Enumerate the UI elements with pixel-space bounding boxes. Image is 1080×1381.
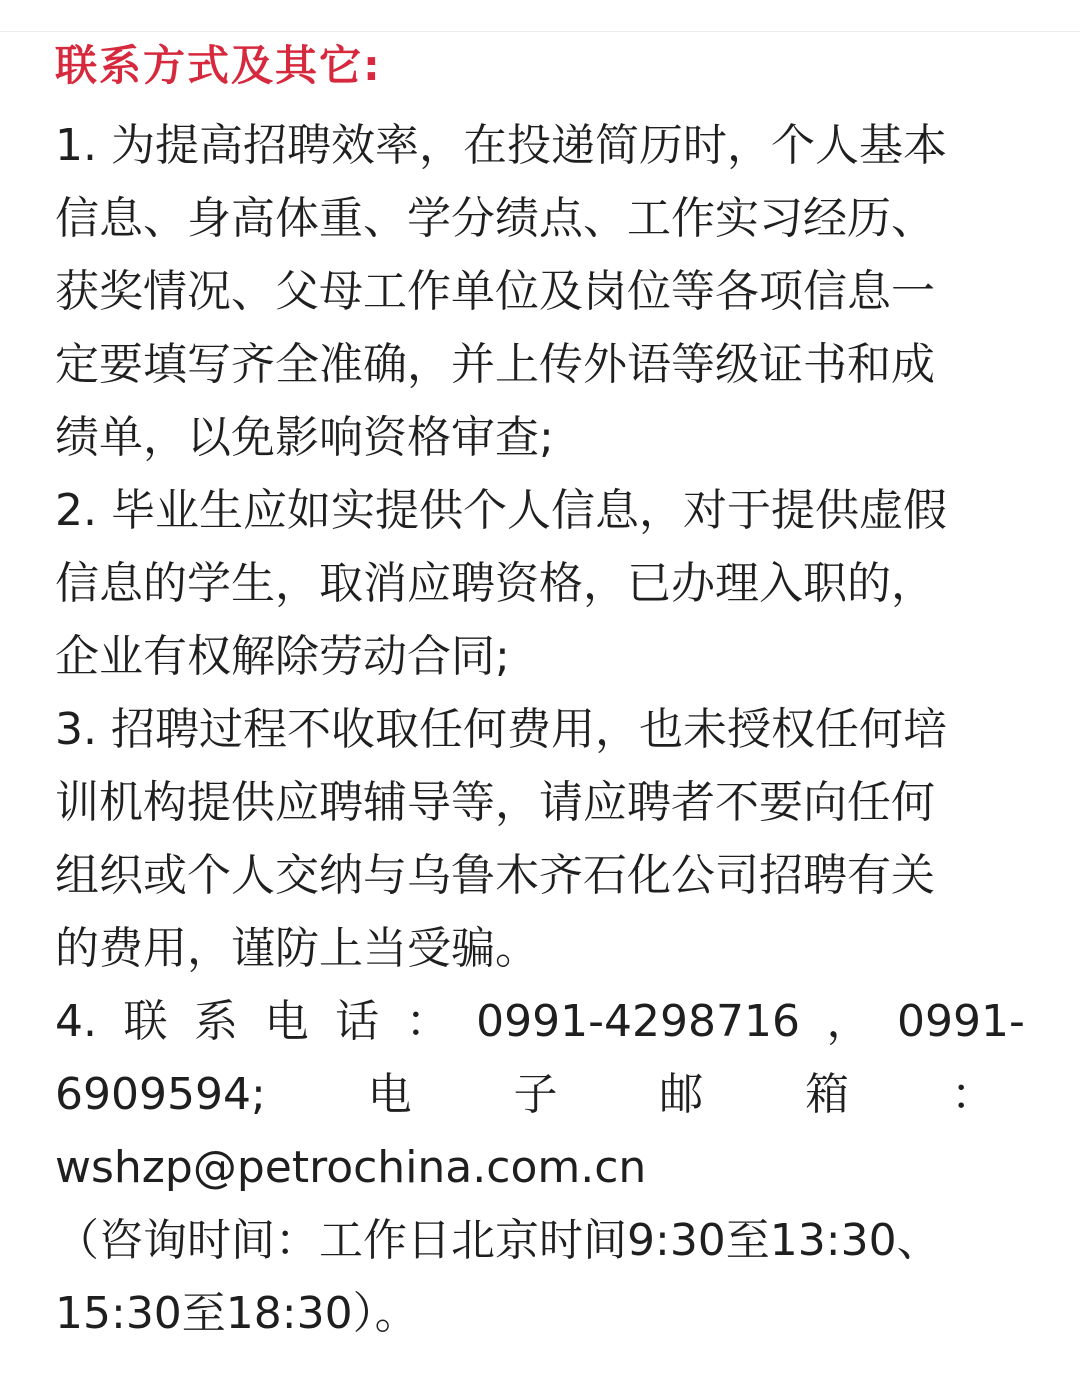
paragraph-line: 3. 招聘过程不收取任何费用，也未授权任何培 xyxy=(55,704,947,755)
paragraph-line: 信息的学生，取消应聘资格，已办理入职的， xyxy=(55,558,935,609)
paragraph-line: 1. 为提高招聘效率，在投递简历时，个人基本 xyxy=(55,120,947,171)
contact-comma: ， xyxy=(826,996,871,1047)
notice-content xyxy=(55,36,1025,1350)
paragraph-line: 绩单，以免影响资格审查; xyxy=(55,412,554,463)
contact-label-char: 联 xyxy=(123,996,168,1047)
email-colon: ： xyxy=(950,1069,995,1120)
paragraph-line: 信息、身高体重、学分绩点、工作实习经历、 xyxy=(55,193,935,244)
contact-label-char: 系 xyxy=(194,996,239,1047)
email-label-char: 子 xyxy=(513,1069,558,1120)
phone-number-2-suffix: 6909594; xyxy=(55,1069,266,1120)
paragraph-line: 2. 毕业生应如实提供个人信息，对于提供虚假 xyxy=(55,485,947,536)
email-label-char: 箱 xyxy=(805,1069,850,1120)
paragraph-line: 企业有权解除劳动合同; xyxy=(55,631,510,682)
contact-phone-line xyxy=(55,985,1025,1058)
contact-label-char: 话 xyxy=(335,996,380,1047)
email-label-char: 电 xyxy=(367,1069,412,1120)
contact-item-number: 4. xyxy=(55,996,97,1047)
paragraph-line: 训机构提供应聘辅导等，请应聘者不要向任何 xyxy=(55,777,935,828)
section-heading: 联系方式及其它: xyxy=(55,41,382,90)
contact-colon: ： xyxy=(405,996,450,1047)
contact-email-label-line xyxy=(55,1058,1025,1131)
top-divider xyxy=(0,31,1080,32)
paragraph-line: 定要填写齐全准确，并上传外语等级证书和成 xyxy=(55,339,935,390)
email-address[interactable]: wshzp@petrochina.com.cn xyxy=(55,1142,647,1193)
email-label-char: 邮 xyxy=(659,1069,704,1120)
consult-hours-line: （咨询时间：工作日北京时间9:30至13:30、 xyxy=(55,1215,941,1266)
phone-number-1: 0991-4298716 xyxy=(476,996,800,1047)
contact-label-char: 电 xyxy=(264,996,309,1047)
phone-number-2-prefix: 0991- xyxy=(897,996,1025,1047)
paragraph-line: 的费用，谨防上当受骗。 xyxy=(55,923,539,974)
consult-hours-line: 15:30至18:30）。 xyxy=(55,1288,419,1339)
paragraph-line: 组织或个人交纳与乌鲁木齐石化公司招聘有关 xyxy=(55,850,935,901)
paragraph-line: 获奖情况、父母工作单位及岗位等各项信息一 xyxy=(55,266,935,317)
